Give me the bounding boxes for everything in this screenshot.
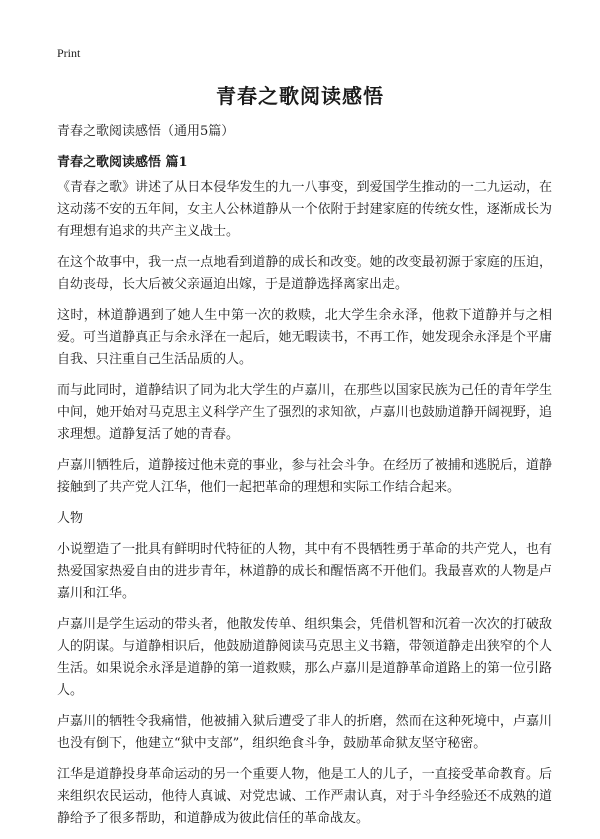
paragraph-jiang-hua-meeting: 卢嘉川牺牲后，道静接过他未竟的事业，参与社会斗争。在经历了被捕和逃脱后，道静接触到了共产党人江华，他们一起把革命的理想和实际工作结合起来。 [57, 458, 552, 495]
paragraph-lu-jiachuan: 而与此同时，道静结识了同为北大学生的卢嘉川，在那些以国家民族为己任的青年学生中间，她开始对马克思主义科学产生了强烈的求知欲，卢嘉川也鼓励道静开阔视野，追求理想。道静复活了她的青春。 [57, 383, 552, 442]
article-body [57, 177, 552, 839]
paragraph-jiang-hua: 江华是道静投身革命运动的另一个重要人物，他是工人的儿子，一直接受革命教育。后来组织农民运动，他待人真诚、对党忠诚、工作严肃认真，对于斗争经验还不成熟的道静给予了很多帮助，和道静成为彼此信任的革命战友。 [57, 767, 552, 826]
paragraph-lu-leader: 卢嘉川是学生运动的带头者，他散发传单、组织集会，凭借机智和沉着一次次的打破敌人的阴谋。与道静相识后，他鼓励道静阅读马克思主义书籍，带领道静走出狭窄的个人生活。如果说余永泽是道静的第一道救赎，那么卢嘉川是道静革命道路上的第一位引路人。 [57, 617, 552, 698]
paragraph-lu-sacrifice: 卢嘉川的牺牲令我痛惜，他被捕入狱后遭受了非人的折磨，然而在这种死境中，卢嘉川也没有倒下，他建立“狱中支部”，组织绝食斗争，鼓励革命狱友坚守秘密。 [57, 714, 552, 751]
page-title: 青春之歌阅读感悟 [216, 84, 384, 108]
paragraph-yu-yongze: 这时，林道静遇到了她人生中第一次的救赎，北大学生余永泽，他救下道静并与之相爱。可当道静真正与余永泽在一起后，她无暇读书，不再工作，她发现余永泽是个平庸自我、只注重自己生活品质的人。 [57, 308, 552, 367]
paragraph-intro: 《青春之歌》讲述了从日本侵华发生的九一八事变，到爱国学生推动的一二九运动，在这动荡不安的五年间，女主人公林道静从一个依附于封建家庭的传统女性，逐渐成长为有理想有追求的共产主义战士。 [57, 180, 552, 239]
section-heading: 青春之歌阅读感悟 篇1 [57, 155, 188, 170]
subsection-label-characters: 人物 [57, 511, 84, 526]
paragraph-characters: 小说塑造了一批具有鲜明时代特征的人物，其中有不畏牺牲勇于革命的共产党人，也有热爱国家热爱自由的进步青年，林道静的成长和醒悟离不开他们。我最喜欢的人物是卢嘉川和江华。 [57, 542, 552, 601]
print-link[interactable]: Print [57, 46, 81, 60]
paragraph-growth: 在这个故事中，我一点一点地看到道静的成长和改变。她的改变最初源于家庭的压迫，自幼丧母，长大后被父亲逼迫出嫁，于是道静选择离家出走。 [57, 255, 552, 292]
document-subtitle: 青春之歌阅读感悟（通用5篇） [57, 124, 235, 139]
